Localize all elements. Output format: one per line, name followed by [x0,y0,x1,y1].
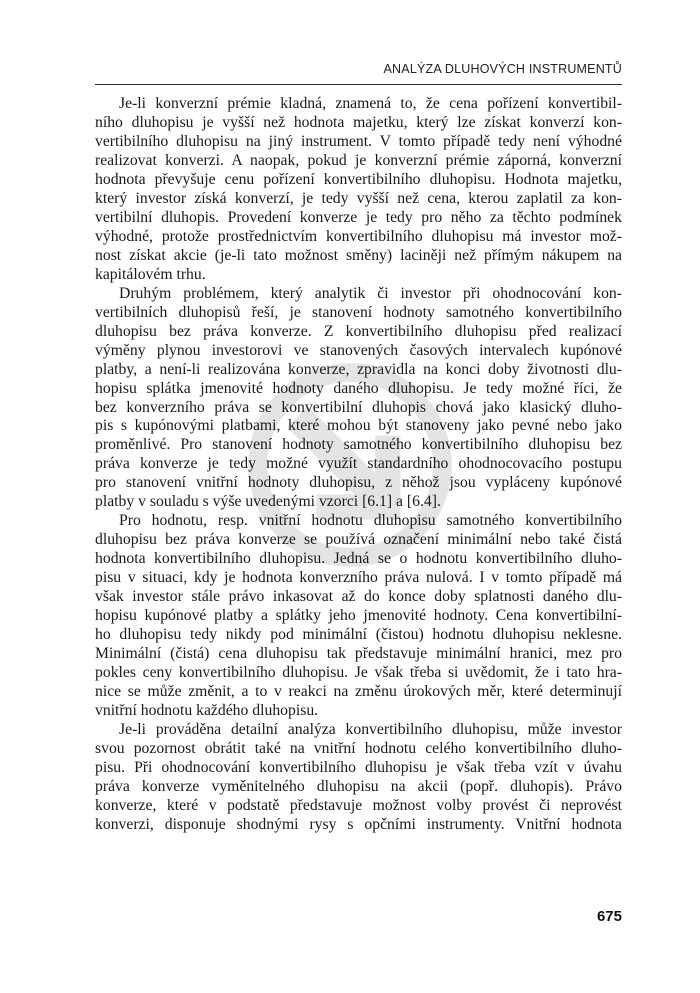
text-line: nice se může změnit, a to v reakci na změnu úrokových měr, které determinují [95,683,622,701]
text-line: Je-li konverzní prémie kladná, znamená to, že cena pořízení konvertibil- [119,95,622,112]
text-line: pisu v situaci, kdy je hodnota konverzního práva nulová. I v tomto případě má [95,569,622,587]
page-number: 675 [596,908,622,925]
text-line: Pro hodnotu, resp. vnitřní hodnotu dluhopisu samotného konvertibilního [119,512,622,530]
text-line: však investor stále právo inkasovat až do konce doby splatnosti daného dlu- [95,588,622,606]
text-line: ního dluhopisu je vyšší než hodnota majetku, který lze získat konverzí kon- [95,113,622,131]
text-line: konverze, které v podstatě představuje možnost volby provést či neprovést [95,796,622,814]
header-rule [95,84,622,85]
text-line: který investor získá konverzí, je tedy vyšší než cena, kterou zaplatil za kon- [95,189,622,207]
text-line: výměny plynou investorovi ve stanovených časových intervalech kupónové [95,341,622,359]
text-line: dluhopisu bez práva konverze se používá označení minimální nebo také čistá [95,531,622,549]
text-line: pisu. Při ohodnocování konvertibilního dluhopisu je však třeba vzít v úvahu [95,758,622,776]
paragraph [95,512,622,721]
text-line: hopisu splátka jmenovité hodnoty daného dluhopisu. Je tedy možné říci, že [95,379,622,397]
text-line: hodnota převyšuje cenu pořízení konvertibilního dluhopisu. Hodnota majetku, [95,170,622,188]
text-line: proměnlivé. Pro stanovení hodnoty samotného konvertibilního dluhopisu bez [95,436,622,454]
text-line: vertibilních dluhopisů řeší, je stanovení hodnoty samotného konvertibilního [95,303,622,321]
text-line: pokles ceny konvertibilního dluhopisu. Je však třeba si uvědomit, že i tato hra- [95,664,622,682]
text-line: vertibilního dluhopisu na jiný instrument. V tomto případě tedy není výhodné [95,132,622,150]
text-line: vnitřní hodnotu každého dluhopisu. [95,702,319,719]
running-header: ANALÝZA DLUHOVÝCH INSTRUMENTŮ [383,62,622,76]
paragraph [95,285,622,513]
text-line: hodnota konvertibilního dluhopisu. Jedná se o hodnotu konvertibilního dluho- [95,550,622,568]
text-line: pro stanovení vnitřní hodnoty dluhopisu, z něhož jsou vypláceny kupónové [95,474,622,492]
text-line: kapitálovém trhu. [95,265,206,283]
text-line: konverzi, disponuje shodnými rysy s opčními instrumenty. Vnitřní hodnota [95,815,622,833]
text-line: práva konverze vyměnitelného dluhopisu na akcii (popř. dluhopis). Právo [95,777,622,795]
text-line: výhodné, protože prostřednictvím konvertibilního dluhopisu má investor mož- [95,227,622,245]
body-text [95,95,622,835]
text-line: bez konverzního práva se konvertibilní dluhopis chová jako klasický dluho- [95,398,622,416]
text-line: platby v souladu s výše uvedenými vzorci [6.1] a [6.4]. [95,493,441,511]
text-line: nost získat akcie (je-li tato možnost směny) laciněji než přímým nákupem na [95,246,622,264]
text-line: realizovat konverzi. A naopak, pokud je konverzní prémie záporná, konverzní [95,151,622,169]
text-line: platby, a není-li realizována konverze, zpravidla na konci doby životnosti dlu- [95,360,622,378]
paragraph [95,95,622,285]
text-line: pis s kupónovými platbami, které mohou být stanoveny jako pevné nebo jako [95,417,622,435]
text-line: hopisu kupónové platby a splátky jeho jmenovité hodnoty. Cena konvertibilní- [95,607,622,625]
text-line: dluhopisu bez práva konverze. Z konvertibilního dluhopisu před realizací [95,322,622,340]
text-line: Minimální (čistá) cena dluhopisu tak představuje minimální hranici, mez pro [95,645,622,663]
text-line: Druhým problémem, který analytik či investor při ohodnocování kon- [119,284,622,302]
paragraph [95,721,622,835]
text-line: ho dluhopisu tedy nikdy pod minimální (čistou) hodnotu dluhopisu neklesne. [95,626,622,644]
text-line: vertibilní dluhopis. Provedení konverze je tedy pro něho za těchto podmínek [95,208,622,226]
text-line: svou pozornost obrátit také na vnitřní hodnotu celého konvertibilního dluho- [95,739,622,757]
text-line: Je-li prováděna detailní analýza konvertibilního dluhopisu, může investor [119,720,622,738]
text-line: práva konverze je tedy možné využít standardního ohodnocovacího postupu [95,455,622,473]
